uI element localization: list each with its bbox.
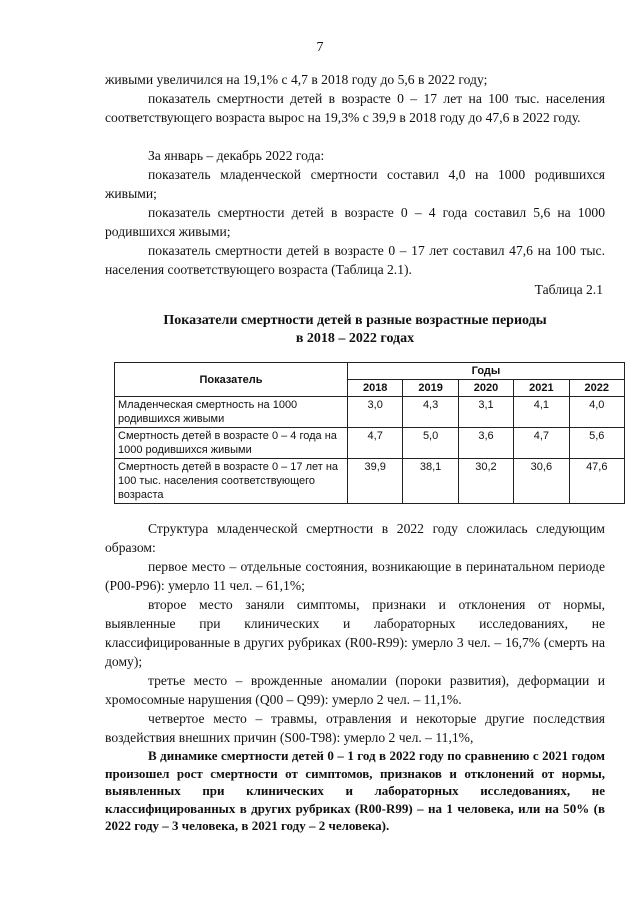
table-cell: 38,1 [403, 459, 458, 504]
table-cell: 5,0 [403, 428, 458, 459]
table-cell: 4,7 [514, 428, 569, 459]
intro-paragraph-4: показатель младенческой смертности составил 4,0 на 1000 родившихся живыми; [105, 167, 605, 201]
table-cell: 47,6 [569, 459, 624, 504]
table-cell: 5,6 [569, 428, 624, 459]
structure-paragraph-3: второе место заняли симптомы, признаки и отклонения от нормы, выявленные при клинических и лабораторных исследованиях, не классифицированные в других рубриках (R00-R99): умерло 3 чел. – 16,7% (смерть на дому); [105, 597, 605, 669]
table-cell: 4,0 [569, 397, 624, 428]
table-title [105, 312, 605, 348]
row-label: Младенческая смертность на 1000 родившихся живыми [115, 397, 348, 428]
table-row [115, 459, 625, 504]
intro-paragraph-2: показатель смертности детей в возрасте 0 – 17 лет на 100 тыс. населения соответствующего возраста вырос на 19,3% с 39,9 в 2018 году до 47,6 в 2022 году. [105, 91, 605, 125]
table-cell: 4,1 [514, 397, 569, 428]
table-cell: 30,6 [514, 459, 569, 504]
table-cell: 4,7 [348, 428, 403, 459]
header-years: Годы [348, 363, 625, 380]
table-row [115, 428, 625, 459]
mortality-table [114, 362, 625, 504]
intro-paragraph-1: живыми увеличился на 19,1% с 4,7 в 2018 году до 5,6 в 2022 году; [105, 72, 488, 87]
intro-paragraph-5: показатель смертности детей в возрасте 0 – 4 года составил 5,6 на 1000 родившихся живыми; [105, 205, 605, 239]
table-cell: 30,2 [458, 459, 513, 504]
page-number: 7 [316, 40, 324, 55]
table-cell: 3,1 [458, 397, 513, 428]
intro-paragraph-6: показатель смертности детей в возрасте 0 – 17 лет составил 47,6 на 100 тыс. населения соответствующего возраста (Таблица 2.1). [105, 243, 605, 277]
intro-paragraph-3: За январь – декабрь 2022 года: [148, 148, 325, 163]
year-header: 2019 [403, 380, 458, 397]
row-label: Смертность детей в возрасте 0 – 4 года на 1000 родившихся живыми [115, 428, 348, 459]
table-label: Таблица 2.1 [534, 282, 603, 297]
table-title-line-2: в 2018 – 2022 годах [295, 331, 415, 346]
year-header: 2022 [569, 380, 624, 397]
structure-paragraph-2: первое место – отдельные состояния, возникающие в перинатальном периоде (P00-P96): умерло 11 чел. – 61,1%; [105, 559, 605, 593]
year-header: 2020 [458, 380, 513, 397]
structure-paragraph-6: В динамике смертности детей 0 – 1 год в 2022 году по сравнению с 2021 годом произошел рост смертности от симптомов, признаков и отклонений от нормы, выявленных при клинических и лабораторных исследованиях, не классифицированных в других рубриках (R00-R99) – на 1 человека, или на 50% (в 2022 году – 3 человека, в 2021 году – 2 человека). [105, 748, 605, 833]
row-label: Смертность детей в возрасте 0 – 17 лет на 100 тыс. населения соответствующего возраста [115, 459, 348, 504]
structure-paragraph-4: третье место – врожденные аномалии (пороки развития), деформации и хромосомные нарушения (Q00 – Q99): умерло 2 чел. – 11,1%. [105, 673, 605, 707]
structure-paragraph-1: Структура младенческой смертности в 2022 году сложилась следующим образом: [105, 521, 605, 555]
table-row [115, 397, 625, 428]
year-header: 2018 [348, 380, 403, 397]
year-header: 2021 [514, 380, 569, 397]
table-cell: 3,6 [458, 428, 513, 459]
table-title-line-1: Показатели смертности детей в разные возрастные периоды [163, 313, 547, 328]
structure-paragraph-5: четвертое место – травмы, отравления и некоторые другие последствия воздействия внешних причин (S00-T98): умерло 2 чел. – 11,1%, [105, 711, 605, 745]
table-header-row [115, 363, 625, 380]
header-indicator: Показатель [115, 363, 348, 397]
table-cell: 4,3 [403, 397, 458, 428]
table-cell: 39,9 [348, 459, 403, 504]
table-cell: 3,0 [348, 397, 403, 428]
